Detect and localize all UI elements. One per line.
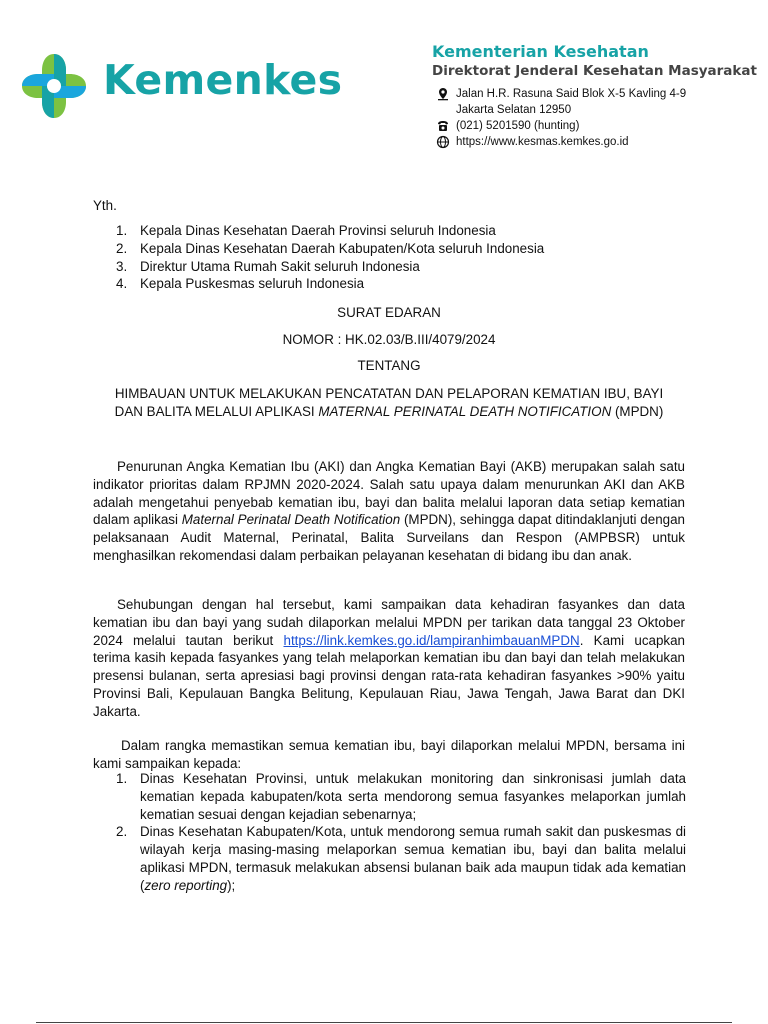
kemenkes-logo-icon xyxy=(18,50,90,122)
phone-number: (021) 5201590 (hunting) xyxy=(456,120,580,132)
letter-subject: HIMBAUAN UNTUK MELAKUKAN PENCATATAN DAN PELAPORAN KEMATIAN IBU, BAYI DAN BALITA MELALUI APLIKASI MATERNAL PERINATAL DEATH NOTIFICATION (MPDN) xyxy=(114,386,664,419)
address-line1: Jalan H.R. Rasuna Said Blok X-5 Kavling 4-9 xyxy=(456,88,687,100)
brand-wordmark: Kemenkes xyxy=(103,56,343,104)
list-item: 1. Dinas Kesehatan Provinsi, untuk melakukan monitoring dan sinkronisasi jumlah data kematian kepada kabupaten/kota serta mendorong semua fasyankes melaporkan jumlah kematian sesuai dengan kejadian sebenarnya; xyxy=(116,771,686,822)
list-item: 4. Kepala Puskesmas seluruh Indonesia xyxy=(116,276,365,292)
address-line2: Jakarta Selatan 12950 xyxy=(456,104,572,116)
list-item: 1. Kepala Dinas Kesehatan Daerah Provinsi seluruh Indonesia xyxy=(116,223,496,238)
action-list xyxy=(116,770,686,895)
directorate-name: Direktorat Jenderal Kesehatan Masyarakat xyxy=(432,63,757,79)
footer-divider xyxy=(36,1022,732,1023)
list-item: 2. Kepala Dinas Kesehatan Daerah Kabupaten/Kota seluruh Indonesia xyxy=(116,240,545,256)
ministry-name: Kementerian Kesehatan xyxy=(432,42,649,61)
paragraph-1: Penurunan Angka Kematian Ibu (AKI) dan Angka Kematian Bayi (AKB) merupakan salah satu indikator prioritas dalam RPJMN 2020-2024. Salah satu upaya dalam menurunkan AKI dan AKB adalah mengetahui penyebab kematian ibu, bayi dan balita melalui laporan data setiap kematian dalam aplikasi Maternal Perinatal Death Notification (MPDN), sehingga dapat ditindaklanjuti dengan pelaksanaan Audit Maternal, Perinatal, Balita Surveilans dan Respon (AMPBSR) untuk menghasilkan rekomendasi dalam perbaikan pelayanan kesehatan di bidang ibu dan anak. xyxy=(93,459,685,563)
paragraph-3: Dalam rangka memastikan semua kematian ibu, bayi dilaporkan melalui MPDN, bersama ini kami sampaikan kepada: xyxy=(93,738,685,771)
website-url[interactable]: https://www.kesmas.kemkes.go.id xyxy=(456,136,629,148)
phone-icon xyxy=(436,119,450,133)
list-item: 3. Direktur Utama Rumah Sakit seluruh Indonesia xyxy=(116,258,420,274)
recipient-list xyxy=(116,222,686,293)
globe-icon xyxy=(436,135,450,149)
list-item: 2. Dinas Kesehatan Kabupaten/Kota, untuk mendorong semua rumah sakit dan puskesmas di wilayah kerja masing-masing melaporkan semua kematian ibu, bayi dan balita melalui aplikasi MPDN, termasuk melakukan absensi bulanan baik ada maupun tidak ada kematian (zero reporting); xyxy=(116,824,686,893)
paragraph-2: Sehubungan dengan hal tersebut, kami sampaikan data kehadiran fasyankes dan data kematian ibu dan bayi yang sudah dilaporkan melalui MPDN per tarikan data tanggal 23 Oktober 2024 melalui tautan berikut https://link.kemkes.go.id/lampiranhimbauanMPDN. Kami ucapkan terima kasih kepada fasyankes yang telah melaporkan kematian ibu dan bayi dan telah melakukan presensi bulanan, serta apresiasi bagi provinsi dengan rata-rata kehadiran fasyankes >90% yaitu Provinsi Bali, Kepulauan Bangka Belitung, Kepulauan Riau, Jawa Tengah, Jawa Barat dan DKI Jakarta. xyxy=(93,597,686,719)
letter-number: NOMOR : HK.02.03/B.III/4079/2024 xyxy=(282,332,496,347)
salutation: Yth. xyxy=(93,198,117,213)
attachment-link[interactable]: https://link.kemkes.go.id/lampiranhimbauanMPDN xyxy=(283,632,580,648)
letter-title: SURAT EDARAN xyxy=(337,305,441,320)
contact-block xyxy=(436,86,686,150)
letter-about: TENTANG xyxy=(357,358,421,373)
location-icon xyxy=(436,87,450,101)
